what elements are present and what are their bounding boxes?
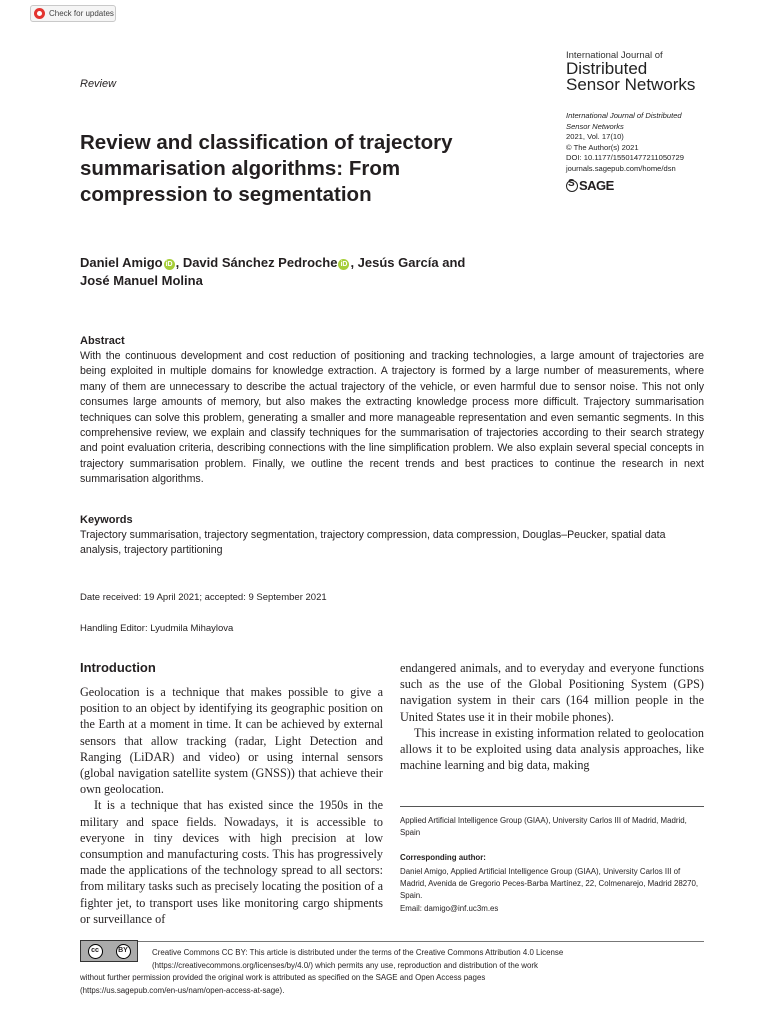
body-paragraph: Geolocation is a technique that makes possible to give a position to an object by identifying its geographic position on the Earth at a moment in time. It can be achieved by external sensors that allow tracking (radar, Light Detection and Ranging (LiDAR) and video) or using internal sensors (global navigation satellite system (GNSS)) that achieve their own geolocation. bbox=[80, 685, 383, 797]
corresponding-author-email[interactable]: Email: damigo@inf.uc3m.es bbox=[400, 903, 499, 913]
license-line: Creative Commons CC BY: This article is distributed under the terms of the Creative Commons Attribution 4.0 License bbox=[152, 948, 564, 957]
check-for-updates-badge[interactable] bbox=[30, 5, 116, 22]
by-circle-icon: BY bbox=[116, 944, 131, 959]
corresponding-author-details bbox=[400, 866, 700, 915]
handling-editor: Handling Editor: Lyudmila Mihaylova bbox=[80, 623, 234, 634]
cc-circle-icon: cc bbox=[88, 944, 103, 959]
date-received: Date received: 19 April 2021; accepted: 9 September 2021 bbox=[80, 592, 327, 603]
author-name: , Jesús García and bbox=[350, 255, 466, 270]
journal-brand bbox=[566, 50, 695, 93]
check-for-updates-icon bbox=[34, 8, 45, 19]
journal-meta-name2: Sensor Networks bbox=[566, 121, 624, 131]
license-line[interactable]: (https://us.sagepub.com/en-us/nam/open-access-at-sage). bbox=[80, 985, 285, 995]
article-type-label: Review bbox=[80, 78, 117, 90]
check-for-updates-label: Check for updates bbox=[49, 9, 114, 18]
journal-brand-line2: Distributed bbox=[566, 59, 648, 78]
sage-logo-text: SAGE bbox=[579, 178, 614, 193]
license-line: without further permission provided the original work is attributed as specified on the SAGE and Open Access pages bbox=[80, 973, 486, 983]
body-paragraph: This increase in existing information related to geolocation allows it to be exploited using data analysis approaches, like machine learning and big data, making bbox=[400, 725, 704, 773]
orcid-icon[interactable]: iD bbox=[165, 261, 173, 268]
abstract-text: With the continuous development and cost reduction of positioning and tracking technologies, a large amount of trajectories are being exploited in multiple domains for knowledge extraction. A trajectory is formed by a large number of measurements, where many of them are unnecessary to describe the actual trajectory of the vehicle, or even harmful due to sensor noise. This not only consumes large amounts of memory, but also makes the extracting knowledge process more difficult. Trajectory summarisation techniques can solve this problem, generating a smaller and more manageable representation and even semantic segments. In this comprehensive review, we explain and classify techniques for the summarisation of trajectories according to their search strategy and point evaluation criteria, describing connections with the line simplification problem. We also explain several special concepts in trajectory summarisation problem. Finally, we outline the recent trends and best practices to continue the research in next summarisation algorithms. bbox=[80, 350, 704, 486]
sage-mark-icon bbox=[566, 180, 578, 192]
article-title: Review and classification of trajectory summarisation algorithms: From compression to segmentation bbox=[80, 131, 453, 206]
introduction-heading: Introduction bbox=[80, 660, 156, 675]
body-column-left bbox=[80, 684, 383, 927]
journal-brand-line1: International Journal of bbox=[566, 50, 663, 61]
journal-meta-copyright: © The Author(s) 2021 bbox=[566, 142, 639, 152]
keywords-heading: Keywords bbox=[80, 514, 133, 526]
sage-logo bbox=[566, 178, 614, 193]
corresponding-author-heading: Corresponding author: bbox=[400, 853, 486, 862]
body-column-right bbox=[400, 660, 704, 773]
body-paragraph: endangered animals, and to everyday and everyone functions such as the use of the Global Positioning System (GPS) navigation system in their cars (164 million people in the United States use it in their mobile phones). bbox=[400, 661, 704, 724]
body-paragraph: It is a technique that has existed since the 1950s in the military and space fields. Nowadays, it is accessible to everyone in tiny devices with high precision at low consumption and manufacturing costs. This has progressively made the applications of the technology spread to all sectors: from military tasks such as precisely locating the position of a fighter jet, to transport uses like monitoring cargo shipments or surveillance of bbox=[80, 798, 383, 926]
journal-brand-line3: Sensor Networks bbox=[566, 75, 696, 94]
author-name: José Manuel Molina bbox=[80, 273, 203, 288]
affiliation-note: Applied Artificial Intelligence Group (GIAA), University Carlos III of Madrid, Madrid, Spain bbox=[400, 816, 687, 838]
abstract-heading: Abstract bbox=[80, 335, 125, 347]
journal-meta-volume: 2021, Vol. 17(10) bbox=[566, 132, 624, 142]
journal-meta-url[interactable]: journals.sagepub.com/home/dsn bbox=[566, 163, 676, 173]
author-name: Daniel Amigo bbox=[80, 255, 163, 270]
corresponding-author-address: Daniel Amigo, Applied Artificial Intelligence Group (GIAA), University Carlos III of Madrid, Avenida de Gregorio Peces-Barba Martínez, 22, Colmenarejo, Madrid 28270, Spain. bbox=[400, 867, 699, 901]
author-name: , David Sánchez Pedroche bbox=[175, 255, 338, 270]
creative-commons-icon[interactable] bbox=[80, 940, 138, 962]
journal-meta-name1: International Journal of Distributed bbox=[566, 111, 682, 120]
license-line[interactable]: (https://creativecommons.org/licenses/by/4.0/) which permits any use, reproduction and distribution of the work bbox=[152, 960, 538, 970]
keywords-text: Trajectory summarisation, trajectory segmentation, trajectory compression, data compression, Douglas–Peucker, spatial data analysis, trajectory partitioning bbox=[80, 529, 666, 557]
journal-meta bbox=[566, 111, 684, 175]
author-list bbox=[80, 254, 550, 290]
license-statement bbox=[80, 947, 704, 997]
orcid-icon[interactable]: iD bbox=[340, 261, 348, 268]
license-divider bbox=[80, 941, 704, 942]
journal-meta-doi[interactable]: DOI: 10.1177/15501477211050729 bbox=[566, 153, 684, 163]
footnote-divider bbox=[400, 806, 704, 807]
